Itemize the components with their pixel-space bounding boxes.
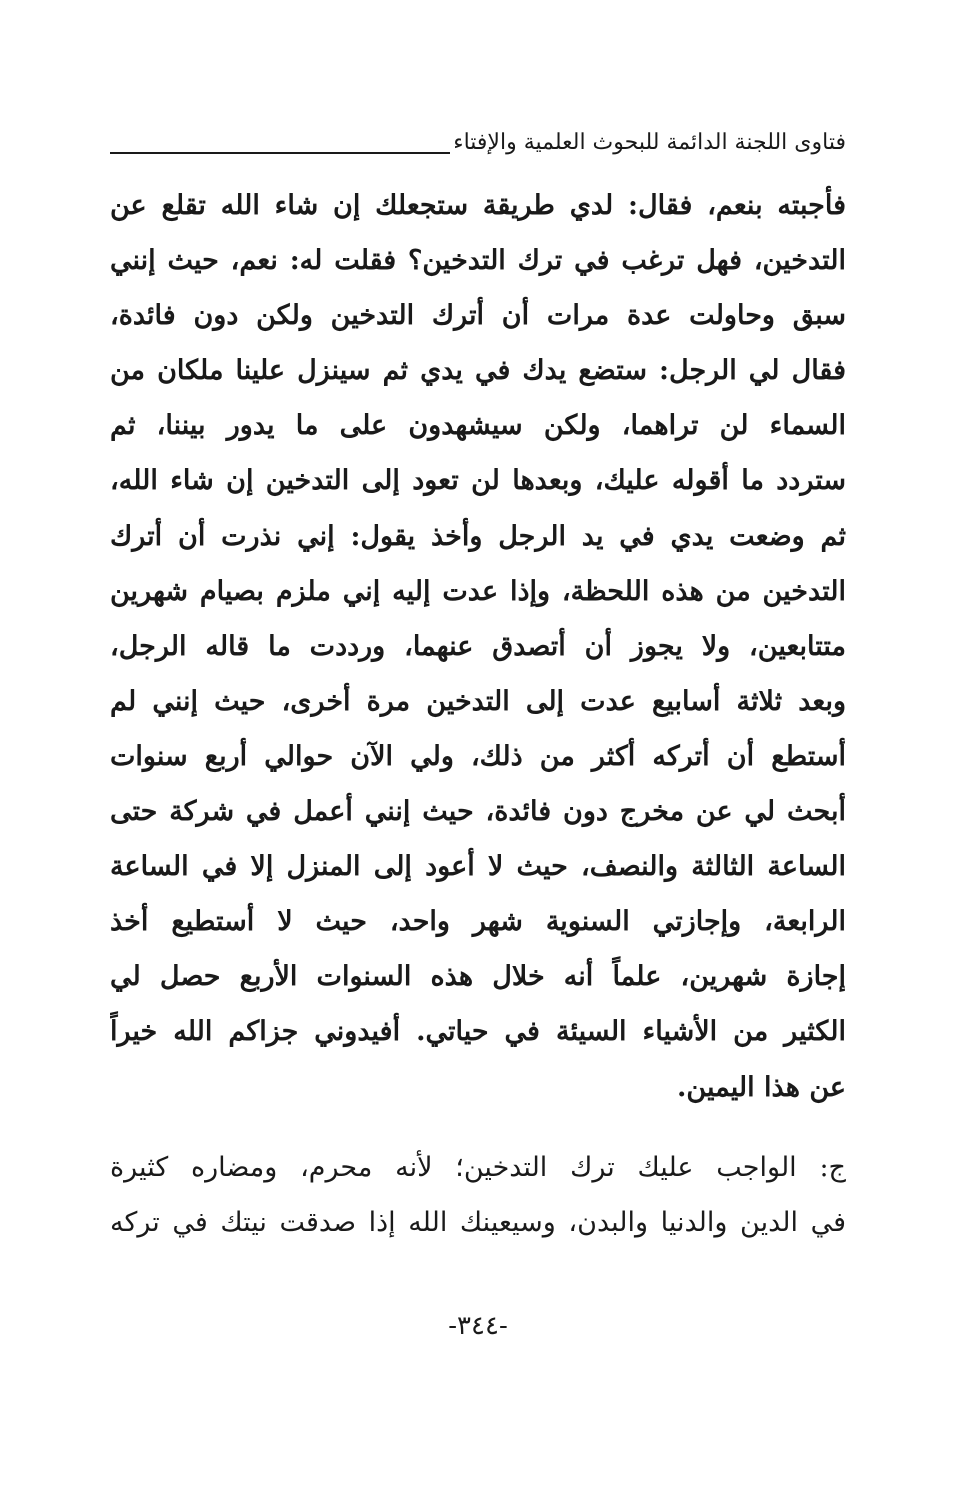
question-line: وبعد ثلاثة أسابيع عدت إلى التدخين مرة أخرى، حيث إنني لم bbox=[110, 685, 846, 717]
question-line: ستردد ما أقوله عليك، وبعدها لن تعود إلى التدخين إن شاء الله، bbox=[110, 465, 846, 497]
page-number: -٣٤٤- bbox=[448, 1311, 508, 1341]
question-line: أبحث لي عن مخرج دون فائدة، حيث إنني أعمل في شركة حتى bbox=[110, 796, 846, 828]
question-line: ثم وضعت يدي في يد الرجل وأخذ يقول: إني نذرت أن أترك bbox=[110, 520, 846, 552]
question-line: الكثير من الأشياء السيئة في حياتي. أفيدوني جزاكم الله خيراً bbox=[110, 1016, 846, 1048]
question-line: إجازة شهرين، علماً أنه خلال هذه السنوات الأربع حصل لي bbox=[110, 961, 846, 993]
answer-line: ج: الواجب عليك ترك التدخين؛ لأنه محرم، ومضاره كثيرة bbox=[110, 1152, 846, 1183]
question-line: أستطع أن أتركه أكثر من ذلك، ولي الآن حوالي أربع سنوات bbox=[110, 740, 846, 772]
question-line: الرابعة، وإجازتي السنوية شهر واحد، حيث لا أستطيع أخذ bbox=[110, 906, 846, 938]
answer-line: في الدين والدنيا والبدن، وسيعينك الله إذا صدقت نيتك في تركه bbox=[110, 1207, 846, 1239]
header-title: فتاوى اللجنة الدائمة للبحوث العلمية والإفتاء bbox=[453, 130, 846, 155]
header-rule bbox=[110, 152, 450, 154]
question-line: فأجبته بنعم، فقال: لدي طريقة ستجعلك إن شاء الله تقلع عن bbox=[110, 190, 846, 221]
question-paragraph bbox=[110, 178, 846, 1115]
answer-paragraph bbox=[110, 1140, 846, 1250]
question-line: عن هذا اليمين. bbox=[677, 1071, 846, 1103]
question-line: السماء لن تراهما، ولكن سيشهدون على ما يدور بيننا، ثم bbox=[110, 410, 846, 442]
question-line: التدخين من هذه اللحظة، وإذا عدت إليه إني ملزم بصيام شهرين bbox=[110, 575, 846, 607]
running-header bbox=[110, 128, 846, 160]
question-line: سبق وحاولت عدة مرات أن أترك التدخين ولكن دون فائدة، bbox=[110, 300, 846, 332]
question-line: الساعة الثالثة والنصف، حيث لا أعود إلى المنزل إلا في الساعة bbox=[110, 851, 846, 883]
question-line: التدخين، فهل ترغب في ترك التدخين؟ فقلت له: نعم، حيث إنني bbox=[110, 245, 846, 277]
question-line: فقال لي الرجل: ستضع يدك في يدي ثم سينزل علينا ملكان من bbox=[110, 355, 846, 387]
question-line: متتابعين، ولا يجوز أن أتصدق عنهما، ورددت ما قاله الرجل، bbox=[110, 630, 846, 662]
